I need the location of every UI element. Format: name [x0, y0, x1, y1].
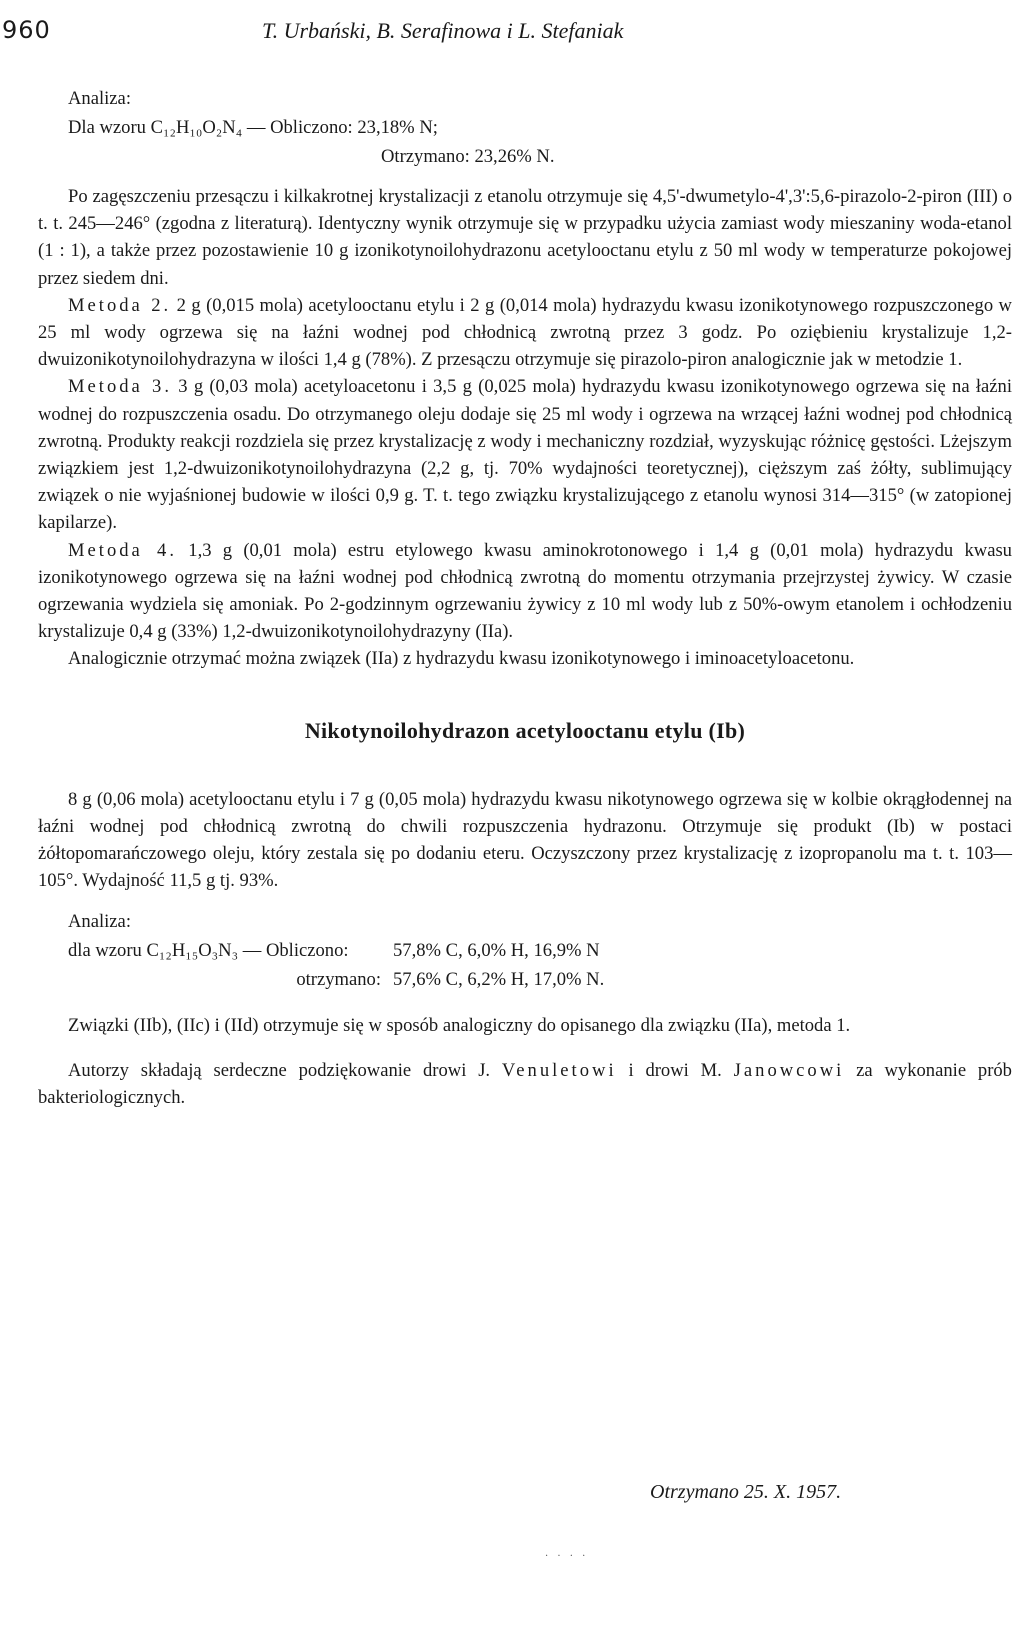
method-4-text: 1,3 g (0,01 mola) estru etylowego kwasu aminokrotonowego i 1,4 g (0,01 mola) hydrazydu kwasu izonikotynowego ogrzewa się na łaźni wodnej pod chłodnicą zwrotną do momentu otrzymania przejrzystej żywicy. W czasie ogrzewania wydziela się amoniak. Po 2-godzinnym ogrzewaniu żywicy z 10 ml wody lub z 50%-owym etanolem i ochłodzeniu krystalizuje 0,4 g (33%) 1,2-dwuizonikotynoilohydrazyny (IIa). [38, 539, 1012, 643]
analysis-formula-line: Dla wzoru C₁₂H₁₀O₂N₄ — Obliczono: 23,18% N; [68, 117, 438, 138]
ack-name-2: Janowcowi [733, 1059, 845, 1081]
section-heading: Nikotynoilohydrazon acetylooctanu etylu (Ib) [304, 717, 746, 743]
page-number: 960 [2, 16, 51, 44]
paragraph-method-3 [38, 373, 1012, 536]
analysis-2-calc-row [38, 936, 1012, 965]
method-3-text: 3 g (0,03 mola) acetyloacetonu i 3,5 g (0,025 mola) hydrazydu kwasu izonikotynowego ogrzewa się na łaźni wodnej do rozpuszczenia osadu. Do otrzymanego oleju dodaje się 25 ml wody i ogrzewa na wrzącej łaźni wodnej pod chłodnicą zwrotną. Produkty reakcji rozdziela się przez krystalizację z wody i mechaniczny rozdział, wyzyskując różnicę gęstości. Lżejszym związkiem jest 1,2-dwuizonikotynoilohydrazyna (2,2 g, tj. 70% wydajności teoretycznej), cięższym zaś żółty, sublimujący związek o nie wyjaśnionej budowie w ilości 0,9 g. T. t. tego związku krystalizującego z etanolu wynosi 314—315° (w zatopionej kapilarze). [38, 376, 1012, 534]
ack-suffix: za wykonanie prób bakteriologicznych. [38, 1059, 1012, 1109]
analysis-2-obtained-row [38, 965, 1012, 994]
analysis-2-formula: dla wzoru C₁₂H₁₅O₃N₃ — Obliczono: [68, 939, 349, 961]
method-3-label: Metoda 3. [68, 376, 172, 398]
paragraph-section-text: 8 g (0,06 mola) acetylooctanu etylu i 7 g (0,05 mola) hydrazydu kwasu nikotynowego ogrzewa się w kolbie okrągłodennej na łaźni wodnej pod chłodnicą zwrotną do chwili rozpuszczenia hydrazonu. Otrzymuje się produkt (Ib) w postaci żółtopomarańczowego oleju, który zestala się po dodaniu eteru. Oczyszczony przez krystalizację z izopropanolu ma t. t. 103—105°. Wydajność 11,5 g tj. 93%. [38, 788, 1012, 892]
analysis-obtained: Otrzymano: 23,26% N. [381, 146, 555, 167]
paragraph-method-4 [38, 537, 1012, 646]
paragraph-compounds: Związki (IIb), (IIc) i (IId) otrzymuje się w sposób analogiczny do opisanego dla związku (IIa), metoda 1. [68, 1014, 851, 1036]
paragraph-method-2 [38, 292, 1012, 374]
analysis-label: Analiza: [68, 88, 131, 109]
method-2-text: 2 g (0,015 mola) acetylooctanu etylu i 2 g (0,014 mola) hydrazydu kwasu izonikotynowego rozpuszczonego w 25 ml wody ogrzewa się na łaźni wodnej pod chłodnicą zwrotną przez 3 godz. Po oziębieniu krystalizuje 1,2-dwuizonikotynoilohydrazyna w ilości 1,4 g (78%). Z przesączu otrzymuje się pirazolo-piron analogicznie jak w metodzie 1. [38, 294, 1012, 371]
ack-name-1: Venuletowi [501, 1059, 617, 1081]
print-speckles: . . . . [545, 1548, 589, 1559]
paragraph-acknowledgement [38, 1057, 1012, 1111]
method-4-label: Metoda 4. [68, 539, 177, 561]
article-body [38, 84, 1012, 1111]
analysis-2-label: Analiza: [68, 910, 131, 932]
analysis-2-calc-values: 57,8% C, 6,0% H, 16,9% N [393, 939, 600, 961]
paragraph-analogous: Analogicznie otrzymać można związek (IIa) z hydrazydu kwasu izonikotynowego i iminoacetyloacetonu. [68, 648, 855, 670]
received-date: Otrzymano 25. X. 1957. [650, 1481, 842, 1503]
method-2-label: Metoda 2. [68, 294, 172, 316]
ack-prefix: Autorzy składają serdeczne podziękowanie drowi J. [68, 1059, 491, 1081]
analysis-block-1 [38, 84, 1012, 171]
paragraph-pyrazolopyrone: Po zagęszczeniu przesączu i kilkakrotnej krystalizacji z etanolu otrzymuje się 4,5'-dwumetylo-4',3':5,6-pirazolo-2-piron (III) o t. t. 245—246° (zgodna z literaturą). Identyczny wynik otrzymuje się w przypadku użycia zamiast wody mieszaniny woda-etanol (1 : 1), a także przez pozostawienie 10 g izonikotynoilohydrazonu acetylooctanu etylu z 50 ml wody w temperaturze pokojowej przez siedem dni. [38, 186, 1012, 289]
analysis-2-obtained-label: otrzymano: [296, 968, 381, 990]
ack-mid: i drowi M. [628, 1059, 722, 1081]
analysis-block-2 [38, 907, 1012, 994]
page-header [0, 8, 1024, 48]
analysis-2-obtained-values: 57,6% C, 6,2% H, 17,0% N. [393, 968, 605, 990]
running-head: T. Urbański, B. Serafinowa i L. Stefaniak [262, 18, 624, 43]
